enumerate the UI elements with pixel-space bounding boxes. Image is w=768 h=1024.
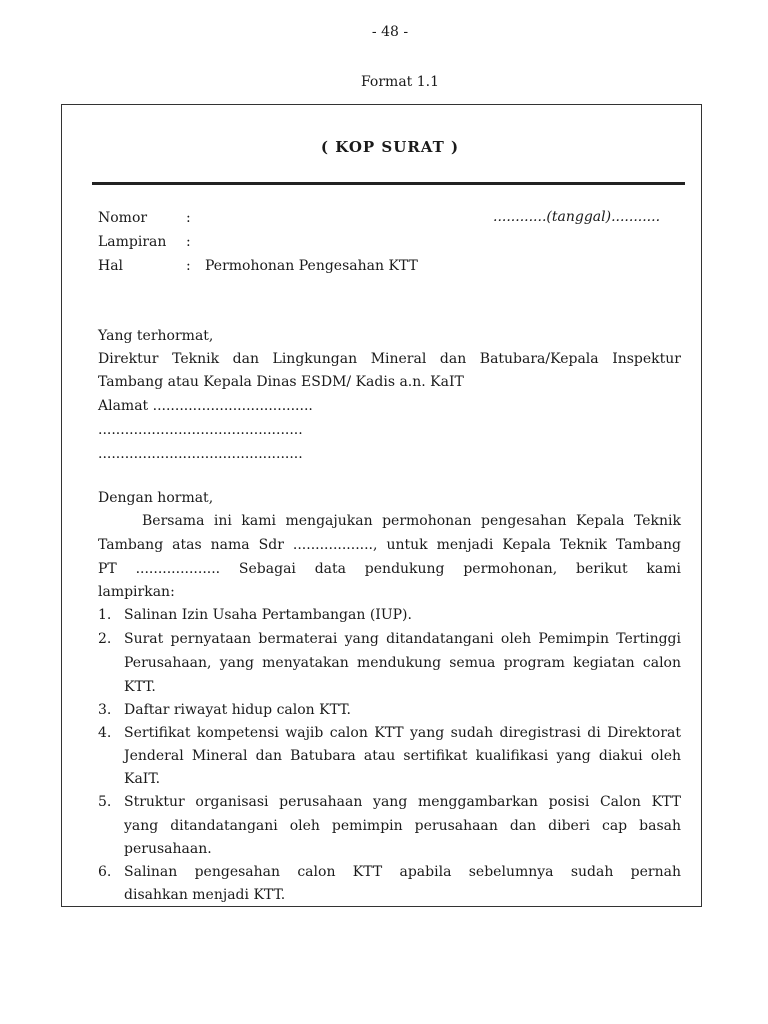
list-number: 1. [98, 607, 112, 623]
list-text: KaIT. [124, 771, 161, 787]
list-text: yang ditandatangani oleh pemimpin perusahaan dan diberi cap basah [124, 818, 681, 834]
body-paragraph-line-1: Bersama ini kami mengajukan permohonan pengesahan Kepala Teknik [142, 513, 681, 529]
address-line-2: .............................................. [98, 422, 303, 438]
nomor-label: Nomor [98, 210, 148, 226]
recipient-line-2: Tambang atau Kepala Dinas ESDM/ Kadis a.n. KaIT [98, 374, 464, 390]
body-paragraph-line-4: lampirkan: [98, 584, 175, 600]
kop-divider [92, 182, 685, 185]
page-number: - 48 - [371, 24, 409, 40]
body-paragraph-line-2: Tambang atas nama Sdr .................., untuk menjadi Kepala Teknik Tambang [98, 537, 681, 553]
hal-label: Hal [98, 258, 124, 274]
hal-value: Permohonan Pengesahan KTT [205, 258, 418, 274]
date-placeholder: ............(tanggal)........... [493, 209, 661, 225]
list-number: 6. [98, 864, 112, 880]
list-text: KTT. [124, 679, 156, 695]
recipient-line-1: Direktur Teknik dan Lingkungan Mineral dan Batubara/Kepala Inspektur [98, 351, 681, 367]
list-text: Daftar riwayat hidup calon KTT. [124, 702, 351, 718]
list-text: Surat pernyataan bermaterai yang ditandatangani oleh Pemimpin Tertinggi [124, 631, 681, 647]
list-text: Perusahaan, yang menyatakan mendukung semua program kegiatan calon [124, 655, 681, 671]
kop-surat-heading: ( KOP SURAT ) [320, 138, 460, 156]
list-text: Salinan pengesahan calon KTT apabila sebelumnya sudah pernah [124, 864, 681, 880]
list-text: disahkan menjadi KTT. [124, 887, 286, 903]
format-label: Format 1.1 [360, 74, 440, 90]
list-text: Struktur organisasi perusahaan yang menggambarkan posisi Calon KTT [124, 794, 681, 810]
salutation: Yang terhormat, [98, 328, 214, 344]
list-text: Sertifikat kompetensi wajib calon KTT yang sudah diregistrasi di Direktorat [124, 725, 681, 741]
lampiran-label: Lampiran [98, 234, 167, 250]
lampiran-colon: : [186, 234, 191, 250]
list-text: Salinan Izin Usaha Pertambangan (IUP). [124, 607, 412, 623]
address-line-3: .............................................. [98, 446, 303, 462]
list-number: 5. [98, 794, 112, 810]
list-text: Jenderal Mineral dan Batubara atau sertifikat kualifikasi yang diakui oleh [124, 748, 681, 764]
hal-colon: : [186, 258, 191, 274]
list-number: 3. [98, 702, 112, 718]
address-line-1: Alamat .................................... [98, 398, 313, 414]
body-paragraph-line-3: PT ................... Sebagai data pendukung permohonan, berikut kami [98, 561, 681, 577]
list-text: perusahaan. [124, 841, 212, 857]
nomor-colon: : [186, 210, 191, 226]
list-number: 4. [98, 725, 112, 741]
greeting: Dengan hormat, [98, 490, 214, 506]
list-number: 2. [98, 631, 112, 647]
